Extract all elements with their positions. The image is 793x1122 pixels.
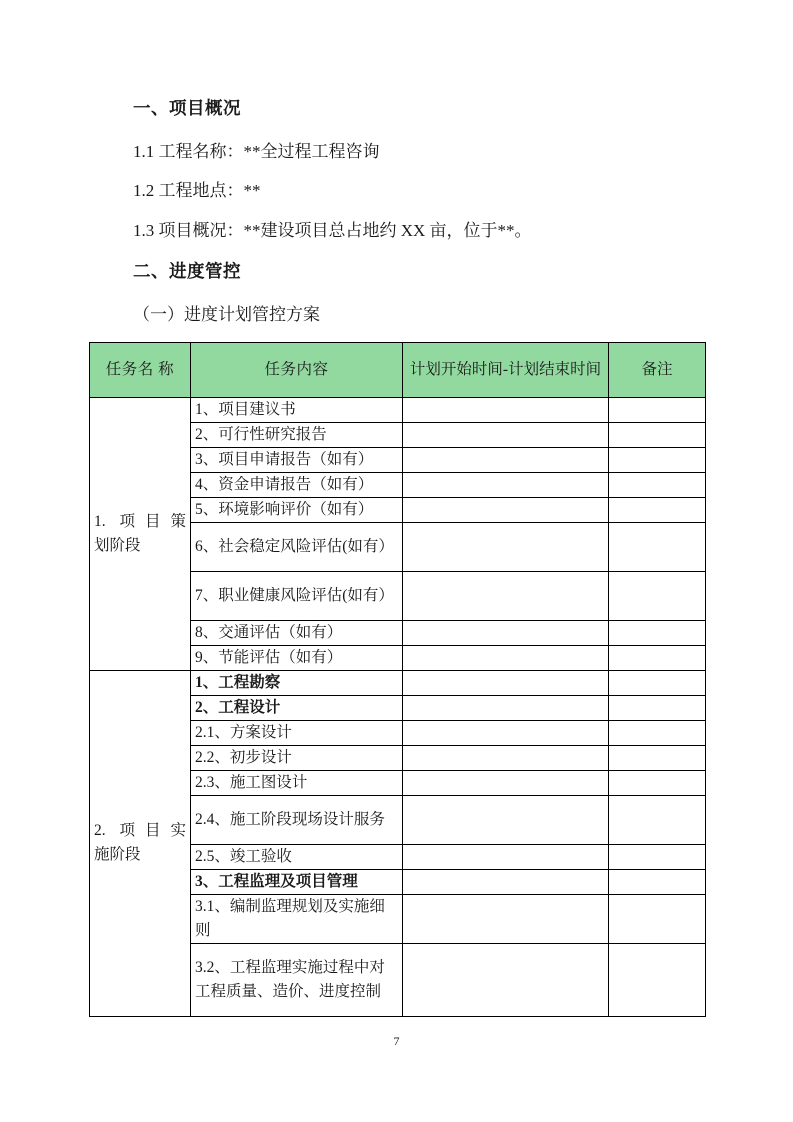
task-content-cell: 4、资金申请报告（如有） [191, 472, 403, 497]
planned-time-cell[interactable] [403, 720, 609, 745]
remark-cell[interactable] [609, 670, 706, 695]
remark-cell[interactable] [609, 844, 706, 869]
subsection-heading-2-1: （一）进度计划管控方案 [133, 304, 320, 324]
task-content-cell: 2、可行性研究报告 [191, 422, 403, 447]
task-content-cell: 2、工程设计 [191, 695, 403, 720]
column-header-task-content: 任务内容 [191, 342, 403, 397]
remark-cell[interactable] [609, 497, 706, 522]
task-content-cell: 3.2、工程监理实施过程中对工程质量、造价、进度控制 [191, 943, 403, 1016]
spacer [89, 204, 705, 219]
remark-cell[interactable] [609, 472, 706, 497]
remark-cell[interactable] [609, 447, 706, 472]
planned-time-cell[interactable] [403, 795, 609, 844]
remark-cell[interactable] [609, 745, 706, 770]
task-content-cell: 5、环境影响评价（如有） [191, 497, 403, 522]
remark-cell[interactable] [609, 522, 706, 571]
stage-label-cell [90, 670, 191, 1016]
planned-time-cell[interactable] [403, 620, 609, 645]
spacer [89, 125, 705, 140]
task-content-cell: 1、项目建议书 [191, 397, 403, 422]
planned-time-cell[interactable] [403, 472, 609, 497]
task-content-cell: 3、项目申请报告（如有） [191, 447, 403, 472]
section-heading-2: 二、进度管控 [133, 261, 241, 282]
task-content-cell: 3.1、编制监理规划及实施细则 [191, 894, 403, 943]
table-header-row [90, 342, 706, 397]
planned-time-cell[interactable] [403, 745, 609, 770]
planned-time-cell[interactable] [403, 571, 609, 620]
task-content-cell: 2.3、施工图设计 [191, 770, 403, 795]
spacer [89, 328, 705, 342]
stage-label-cell [90, 397, 191, 670]
stage-label-line: 施阶段 [94, 846, 141, 864]
remark-cell[interactable] [609, 943, 706, 1016]
schedule-plan-table [89, 342, 706, 1017]
task-content-cell: 7、职业健康风险评估(如有） [191, 571, 403, 620]
column-header-task-name: 任务名 称 [90, 342, 191, 397]
remark-cell[interactable] [609, 695, 706, 720]
paragraph-1-1: 1.1 工程名称：**全过程工程咨询 [133, 141, 380, 161]
remark-cell[interactable] [609, 894, 706, 943]
planned-time-cell[interactable] [403, 695, 609, 720]
remark-cell[interactable] [609, 869, 706, 894]
planned-time-cell[interactable] [403, 522, 609, 571]
planned-time-cell[interactable] [403, 670, 609, 695]
remark-cell[interactable] [609, 770, 706, 795]
stage-label-line: 划阶段 [94, 536, 141, 554]
remark-cell[interactable] [609, 645, 706, 670]
planned-time-cell[interactable] [403, 943, 609, 1016]
section-heading-1: 一、项目概况 [133, 98, 241, 118]
table-row [90, 397, 706, 422]
spacer [89, 288, 705, 303]
column-header-remark: 备注 [609, 342, 706, 397]
remark-cell[interactable] [609, 571, 706, 620]
remark-cell[interactable] [609, 397, 706, 422]
remark-cell[interactable] [609, 620, 706, 645]
task-content-cell: 6、社会稳定风险评估(如有） [191, 522, 403, 571]
planned-time-cell[interactable] [403, 869, 609, 894]
stage-label-line: 1. 项目策 [94, 512, 186, 530]
column-header-planned-time: 计划开始时间-计划结束时间 [403, 342, 609, 397]
task-content-cell: 2.4、施工阶段现场设计服务 [191, 795, 403, 844]
planned-time-cell[interactable] [403, 645, 609, 670]
task-content-cell: 9、节能评估（如有） [191, 645, 403, 670]
task-content-cell: 8、交通评估（如有） [191, 620, 403, 645]
task-content-cell: 3、工程监理及项目管理 [191, 869, 403, 894]
paragraph-1-2: 1.2 工程地点：** [133, 181, 261, 201]
planned-time-cell[interactable] [403, 770, 609, 795]
task-content-cell: 1、工程勘察 [191, 670, 403, 695]
page-number: 7 [393, 1034, 400, 1048]
planned-time-cell[interactable] [403, 894, 609, 943]
planned-time-cell[interactable] [403, 497, 609, 522]
table-header [90, 342, 706, 397]
paragraph-1-3: 1.3 项目概况：**建设项目总占地约 XX 亩，位于**。 [133, 220, 532, 240]
table-row [90, 670, 706, 695]
stage-label-line: 2. 项目实 [94, 822, 186, 840]
page-content [89, 96, 705, 1017]
planned-time-cell[interactable] [403, 397, 609, 422]
remark-cell[interactable] [609, 720, 706, 745]
remark-cell[interactable] [609, 795, 706, 844]
remark-cell[interactable] [609, 422, 706, 447]
task-content-cell: 2.5、竣工验收 [191, 844, 403, 869]
planned-time-cell[interactable] [403, 447, 609, 472]
task-content-cell: 2.1、方案设计 [191, 720, 403, 745]
planned-time-cell[interactable] [403, 422, 609, 447]
spacer [89, 164, 705, 179]
planned-time-cell[interactable] [403, 844, 609, 869]
task-content-cell: 2.2、初步设计 [191, 745, 403, 770]
table-body [90, 397, 706, 1016]
spacer [89, 243, 705, 259]
